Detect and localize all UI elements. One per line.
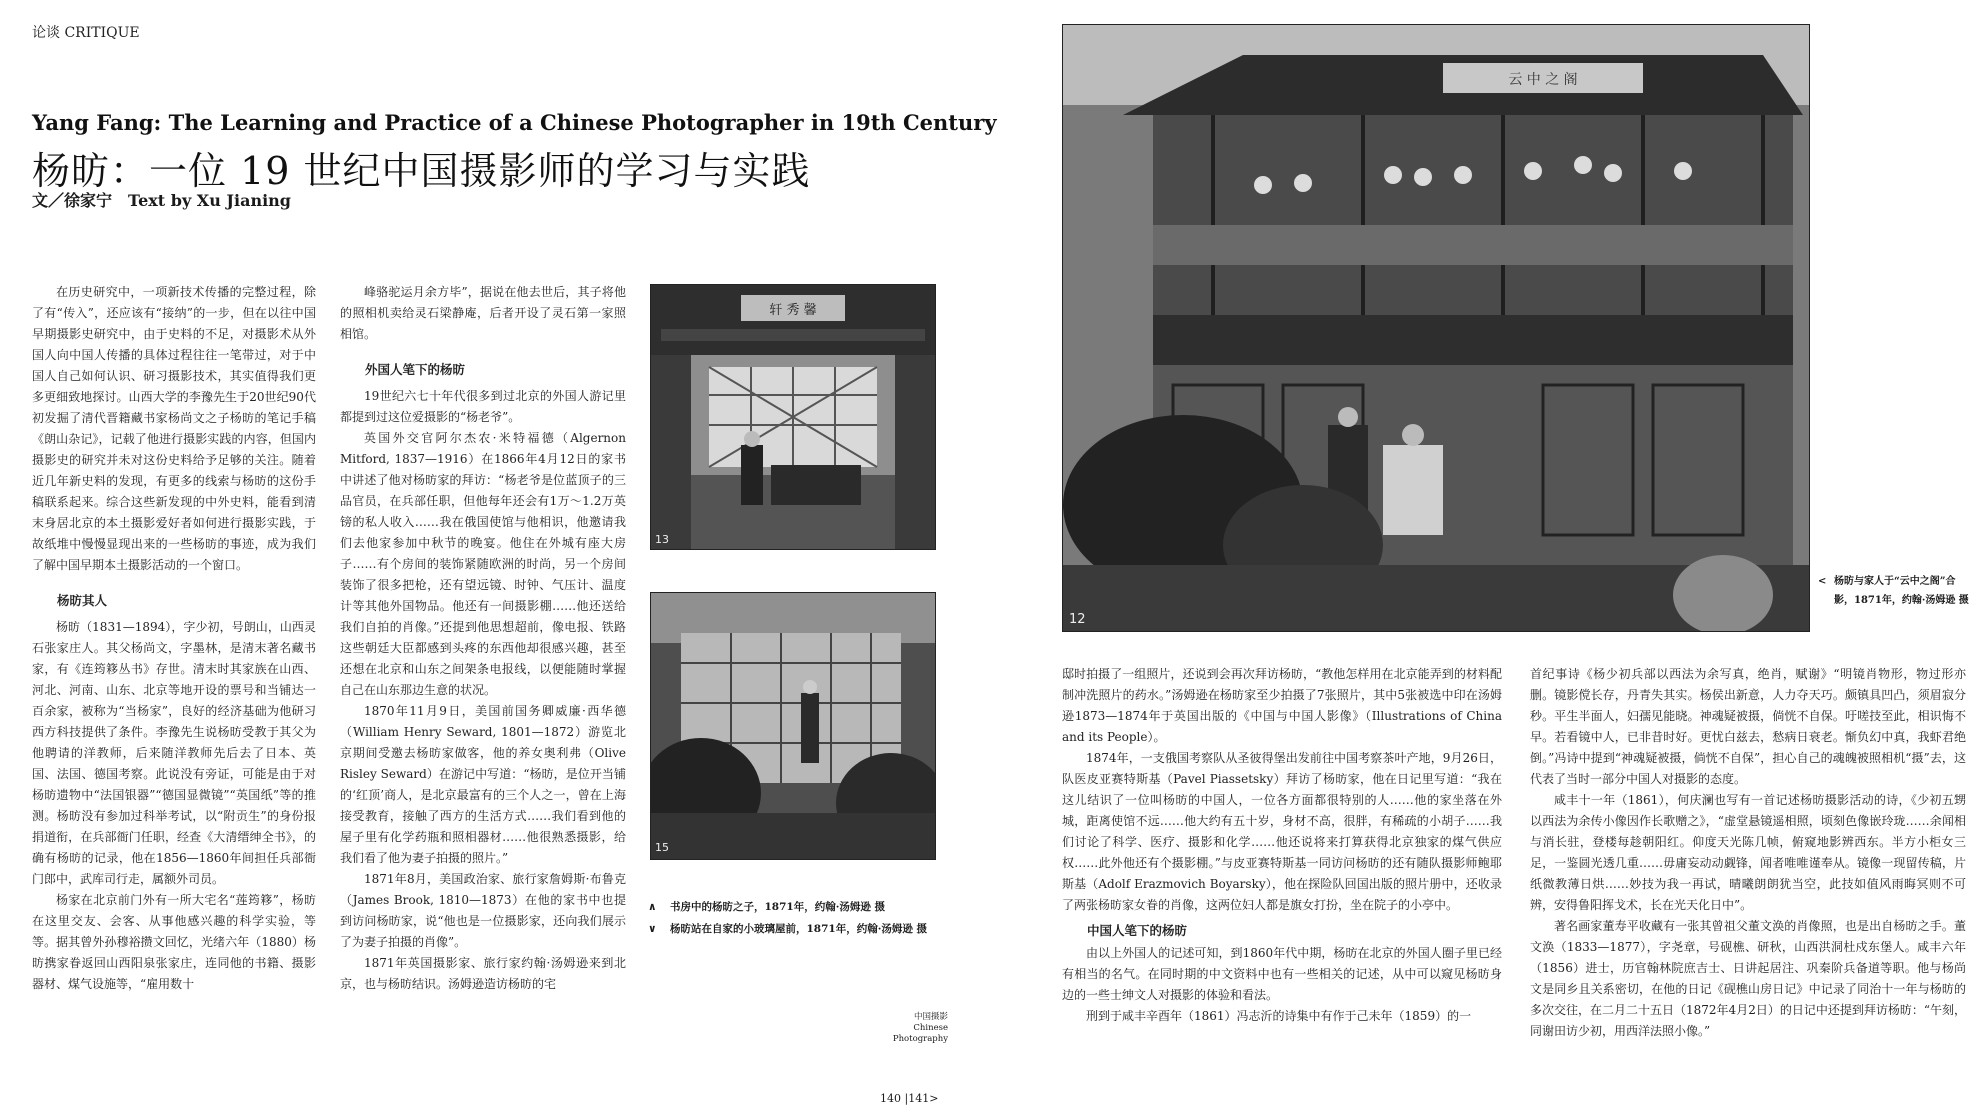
subheading: 中国人笔下的杨昉	[1087, 923, 1188, 938]
section-label: 论谈 CRITIQUE	[32, 25, 140, 41]
paragraph: 英国外交官阿尔杰农·米特福德（Algernon Mitford, 1837—1916）在1866年4月12日的家书中讲述了他对杨昉家的拜访：“杨老爷是位蓝顶子的三品官员，在兵部任职，但他每年还会有1万～1.2万英镑的私人收入……我在俄国使馆与他相识，他邀请我们去他家参加中秋节的晚宴。他住在外城有座大房子……有个房间的装饰紧随欧洲的时尚，另一个房间装饰了很多把枪，还有望远镜、时钟、气压计、温度计等其他外国物品。他还有一间摄影棚……他还送给我们自拍的肖像。”还提到他思想超前，像电报、铁路这些朝廷大臣都感到头疼的东西他却很感兴趣，甚至还想在北京和山东之间架条电报线，以便能随时掌握自己在山东那边生意的状况。	[340, 431, 626, 697]
author-byline: 文／徐家宁 Text by Xu Jianing	[32, 191, 291, 210]
paragraph: 1871年8月，美国政治家、旅行家詹姆斯·布鲁克（James Brook, 1810—1873）在他的家书中也提到访问杨昉家，说“他也是一位摄影家，还向我们展示了为妻子拍摄的肖像”。	[340, 872, 626, 949]
article-title-english: Yang Fang: The Learning and Practice of a Chinese Photographer in 19th Century	[32, 110, 997, 135]
paragraph: 邸时拍摄了一组照片，还说到会再次拜访杨昉，“教他怎样用在北京能弄到的材料配制冲洗照片的药水。”汤姆逊在杨昉家至少拍摄了7张照片，其中5张被选中印在汤姆逊1873—1874年于英国出版的《中国与中国人影像》（Illustrations of China and its People）。	[1062, 667, 1502, 744]
subheading: 杨昉其人	[57, 593, 108, 608]
paragraph: 19世纪六七十年代很多到过北京的外国人游记里都提到过这位爱摄影的“杨老爷”。	[340, 389, 626, 424]
paragraph: 由以上外国人的记述可知，到1860年代中期，杨昉在北京的外国人圈子里已经有相当的名气。在同时期的中文资料中也有一些相关的记述，从中可以窥见杨昉身边的一些士绅文人对摄影的体验和看法。	[1062, 946, 1502, 1002]
paragraph: 首纪事诗《杨少初兵部以西法为余写真，绝肖，赋谢》“明镜肖物形，物过形亦删。镜影傥长存，丹青失其实。杨侯出新意，人力夺天巧。颇镇具凹凸，须眉寂分秒。平生半面人，妇孺见能晓。神魂疑被摄，倘恍不自保。吁嗟技至此，相识悔不早。若看镜中人，已非昔时好。更忧白兹去，愁病日衰老。惭负幻中真，我虾君绝倒。”冯诗中提到“神魂疑被摄，倘恍不自保”，担心自己的魂魄被照相机“摄”去，这代表了当时一部分中国人对摄影的态度。	[1530, 667, 1966, 786]
paragraph: 峰骆驼运月余方毕”，据说在他去世后，其子将他的照相机卖给灵石梁静庵，后者开设了灵石第一家照相馆。	[340, 285, 626, 341]
caption-arrow: <	[1818, 576, 1827, 587]
photo-number: 12	[1069, 612, 1086, 627]
caption-study-room: ∧ 书房中的杨昉之子，1871年，约翰·汤姆逊 摄	[648, 901, 886, 913]
photo-study-room	[650, 284, 936, 550]
paragraph: 杨家在北京前门外有一所大宅名“莲筠簃”，杨昉在这里交友、会客、从事他感兴趣的科学实验，等等。据其曾外孙穆裕攒文回忆，光绪六年（1880）杨昉携家眷返回山西阳泉张家庄，连同他的书籍、摄影器材、煤气设施等，“雇用数十	[32, 893, 316, 991]
text-column-2	[340, 282, 626, 995]
paragraph: 在历史研究中，一项新技术传播的完整过程，除了有“传入”，还应该有“接纳”的一步，但在以往中国早期摄影史研究中，由于史料的不足，对摄影术从外国人向中国人传播的具体过程往往一笔带过，对于中国人自己如何认识、研习摄影技术，其实值得我们更多更细致地探讨。山西大学的李豫先生于20世纪90代初发掘了清代晋籍藏书家杨尚文之子杨昉的笔记手稿《朗山杂记》，记载了他进行摄影实践的内容，但国内摄影史的研究并未对这份史料给予足够的关注。随着近几年新史料的发现，有更多的线索与杨昉的这份手稿联系起来。综合这些新发现的中外史料，能看到清末身居北京的本土摄影爱好者如何进行摄影实践，于故纸堆中慢慢显现出来的一些杨昉的事迹，成为我们了解中国早期本土摄影活动的一个窗口。	[32, 285, 316, 572]
paragraph: 1874年，一支俄国考察队从圣彼得堡出发前往中国考察茶叶产地，9月26日，队医皮亚赛特斯基（Pavel Piassetsky）拜访了杨昉家，他在日记里写道：“我在这儿结识了一位叫杨昉的中国人，一位各方面都很特别的人……他的家坐落在外城，距离使馆不远……他大约有五十岁，身材不高，很胖，有稀疏的小胡子……我们讨论了科学、医疗、摄影和化学……他还说将来打算获得北京独家的煤气供应权……此外他还有个摄影棚。”与皮亚赛特斯基一同访问杨昉的还有随队摄影师鲍耶斯基（Adolf Erazmovich Boyarsky），他在探险队回国出版的照片册中，还收录了两张杨昉家女眷的肖像，这两位妇人都是旗女打扮，坐在院子的小亭中。	[1062, 751, 1502, 912]
photo-signboard-text: 轩 秀 馨	[769, 303, 817, 318]
paragraph: 咸丰十一年（1861），何庆澜也写有一首记述杨昉摄影活动的诗，《少初五甥以西法为余传小像因作长歌赠之》，“虚堂悬镜遥相照，顷刻色像嵌玲珑……余闻相与消长驻，登楼每趁朝阳红。仰度天光陈几帧，俯窥地影辨西东。半方小柜女三足，一鉴圆光透几重……毋庸妄动动觑锋，闻者唯唯谨奉从。镜像一现留传稿，片纸微教薄日烘……妙技为我一再试，晴曦朗朗犹当空，此技如值风雨晦冥则不可辨，安得鲁阳挥戈术，长在光天化日中”。	[1530, 793, 1966, 912]
paragraph: 1870年11月9日，美国前国务卿威廉·西华德（William Henry Seward, 1801—1872）游览北京期间受邀去杨昉家做客，他的养女奥利弗（Olive Risley Seward）在游记中写道：“杨昉，是位开当铺的‘红顶’商人，是北京最富有的三个人之一，曾在上海接受教育，接触了西方的生活方式……我们看到他的屋子里有化学药瓶和照相器材……他很熟悉摄影，给我们看了他为妻子拍摄的照片。”	[340, 704, 626, 865]
side-caption: < 杨昉与家人于“云中之阁”合影，1871年，约翰·汤姆逊 摄	[1834, 572, 1974, 610]
photo-pavilion-family	[1062, 24, 1810, 632]
text-column-4	[1530, 664, 1966, 1042]
magazine-name: 中国摄影 Chinese Photography	[892, 1012, 948, 1044]
photo-signboard-text: 云 中 之 阁	[1508, 72, 1578, 88]
subheading: 外国人笔下的杨昉	[365, 362, 466, 377]
caption-glass-house: ∨ 杨昉站在自家的小玻璃屋前，1871年，约翰·汤姆逊 摄	[648, 923, 928, 935]
photo-captions	[648, 896, 948, 940]
photo-number: 13	[655, 533, 669, 546]
page-numbers: 140 |141>	[880, 1092, 939, 1105]
paragraph: 刑到于咸丰辛酉年（1861）冯志沂的诗集中有作于己未年（1859）的一	[1086, 1009, 1472, 1023]
paragraph: 杨昉（1831—1894），字少初，号朗山，山西灵石张家庄人。其父杨尚文，字墨林，是清末著名藏书家，有《连筠簃丛书》存世。清末时其家族在山西、河北、河南、山东、北京等地开设的票号和当铺达一百余家，被称为“当杨家”，良好的经济基础为他研习西方科技提供了条件。李豫先生说杨昉受教于其父为他聘请的洋教师，后来随洋教师先后去了日本、英国、法国、德国考察。此说没有旁证，可能是由于对杨昉遗物中“法国银器”“德国显微镜”“英国纸”等的推测。杨昉没有参加过科举考试，以“附贡生”的身份报捐道衔，在兵部衙门任职，经查《大清缙绅全书》，的确有杨昉的记录，他在1856—1860年间担任兵部衙门郎中，武库司行走，属额外司员。	[32, 620, 316, 886]
paragraph: 1871年英国摄影家、旅行家约翰·汤姆逊来到北京，也与杨昉结识。汤姆逊造访杨昉的宅	[340, 956, 626, 991]
article-title-chinese: 杨昉：一位 19 世纪中国摄影师的学习与实践	[32, 149, 811, 193]
photo-glass-house	[650, 592, 936, 860]
text-column-1	[32, 282, 316, 995]
text-column-3	[1062, 664, 1502, 1027]
photo-number: 15	[655, 841, 669, 854]
paragraph: 著名画家董寿平收藏有一张其曾祖父董文涣的肖像照，也是出自杨昉之手。董文涣（1833—1877），字尧章，号砚樵、研秋，山西洪洞杜戍东堡人。咸丰六年（1856）进士，历官翰林院庶吉士、日讲起居注、巩秦阶兵备道等职。他与杨尚文是同乡且关系密切，在他的日记《砚樵山房日记》中记录了同治十一年与杨昉的多次交往，在二月二十五日（1872年4月2日）的日记中还提到拜访杨昉：“午刻，同谢田访少初，用西洋法照小像。”	[1530, 919, 1966, 1038]
